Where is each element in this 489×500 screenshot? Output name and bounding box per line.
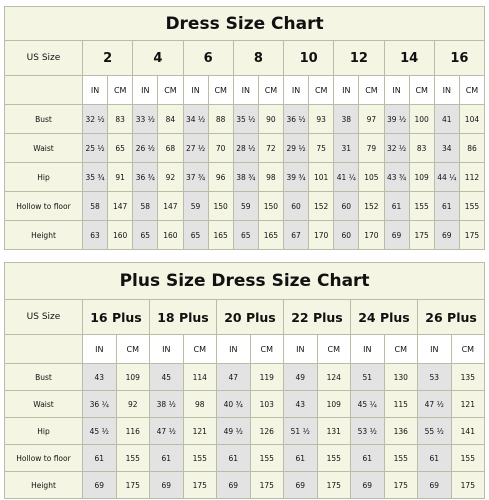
inch-value-cell: 61 (83, 445, 117, 472)
unit-in-header: IN (183, 76, 208, 105)
cm-value-cell: 105 (359, 163, 384, 192)
inch-value-cell: 65 (183, 221, 208, 250)
cm-value-cell: 65 (108, 134, 133, 163)
cm-value-cell: 141 (451, 418, 485, 445)
cm-value-cell: 175 (317, 472, 351, 499)
inch-value-cell: 47 ½ (150, 418, 184, 445)
measurement-label: Hollow to floor (5, 445, 83, 472)
size-header-cell: 24 Plus (351, 300, 418, 335)
inch-value-cell: 43 (284, 391, 318, 418)
measurement-label: Waist (5, 391, 83, 418)
plus-size-chart-table (4, 262, 485, 499)
us-size-label: US Size (5, 300, 83, 335)
cm-value-cell: 88 (208, 105, 233, 134)
unit-in-header: IN (284, 76, 309, 105)
cm-value-cell: 100 (409, 105, 434, 134)
cm-value-cell: 86 (459, 134, 484, 163)
unit-cm-header: CM (317, 335, 351, 364)
size-header-row (5, 41, 485, 76)
inch-value-cell: 69 (284, 472, 318, 499)
cm-value-cell: 152 (309, 192, 334, 221)
cm-value-cell: 109 (116, 364, 150, 391)
inch-value-cell: 34 ½ (183, 105, 208, 134)
inch-value-cell: 31 (334, 134, 359, 163)
chart-title: Dress Size Chart (5, 7, 485, 41)
measurement-label: Height (5, 221, 83, 250)
inch-value-cell: 69 (351, 472, 385, 499)
inch-value-cell: 51 ½ (284, 418, 318, 445)
cm-value-cell: 83 (409, 134, 434, 163)
inch-value-cell: 69 (217, 472, 251, 499)
measurement-row (5, 472, 485, 499)
cm-value-cell: 121 (451, 391, 485, 418)
cm-value-cell: 175 (116, 472, 150, 499)
inch-value-cell: 47 (217, 364, 251, 391)
cm-value-cell: 150 (258, 192, 283, 221)
inch-value-cell: 61 (384, 192, 409, 221)
cm-value-cell: 175 (409, 221, 434, 250)
unit-cm-header: CM (108, 76, 133, 105)
cm-value-cell: 160 (158, 221, 183, 250)
measurement-label: Hollow to floor (5, 192, 83, 221)
cm-value-cell: 92 (116, 391, 150, 418)
cm-value-cell: 121 (183, 418, 217, 445)
cm-value-cell: 147 (108, 192, 133, 221)
inch-value-cell: 69 (150, 472, 184, 499)
inch-value-cell: 38 (334, 105, 359, 134)
unit-cm-header: CM (116, 335, 150, 364)
cm-value-cell: 131 (317, 418, 351, 445)
cm-value-cell: 114 (183, 364, 217, 391)
unit-in-header: IN (351, 335, 385, 364)
measurement-row (5, 192, 485, 221)
inch-value-cell: 69 (384, 221, 409, 250)
cm-value-cell: 165 (258, 221, 283, 250)
inch-value-cell: 25 ½ (83, 134, 108, 163)
inch-value-cell: 53 (418, 364, 452, 391)
size-header-cell: 4 (133, 41, 183, 76)
cm-value-cell: 150 (208, 192, 233, 221)
size-header-cell: 8 (233, 41, 283, 76)
unit-in-header: IN (384, 76, 409, 105)
unit-cm-header: CM (384, 335, 418, 364)
cm-value-cell: 136 (384, 418, 418, 445)
size-header-cell: 10 (284, 41, 334, 76)
unit-cm-header: CM (208, 76, 233, 105)
inch-value-cell: 32 ½ (83, 105, 108, 134)
inch-value-cell: 36 ¼ (83, 391, 117, 418)
cm-value-cell: 135 (451, 364, 485, 391)
unit-in-header: IN (83, 335, 117, 364)
size-header-cell: 16 (434, 41, 484, 76)
cm-value-cell: 160 (108, 221, 133, 250)
unit-in-header: IN (434, 76, 459, 105)
inch-value-cell: 65 (233, 221, 258, 250)
inch-value-cell: 38 ¾ (233, 163, 258, 192)
inch-value-cell: 69 (418, 472, 452, 499)
inch-value-cell: 45 ½ (83, 418, 117, 445)
inch-value-cell: 58 (133, 192, 158, 221)
size-header-row (5, 300, 485, 335)
inch-value-cell: 35 ¾ (83, 163, 108, 192)
unit-cm-header: CM (459, 76, 484, 105)
cm-value-cell: 175 (384, 472, 418, 499)
cm-value-cell: 103 (250, 391, 284, 418)
unit-in-header: IN (334, 76, 359, 105)
cm-value-cell: 96 (208, 163, 233, 192)
cm-value-cell: 130 (384, 364, 418, 391)
inch-value-cell: 61 (418, 445, 452, 472)
unit-cm-header: CM (409, 76, 434, 105)
measurement-label: Bust (5, 364, 83, 391)
unit-in-header: IN (418, 335, 452, 364)
inch-value-cell: 55 ½ (418, 418, 452, 445)
inch-value-cell: 61 (351, 445, 385, 472)
measurement-row (5, 221, 485, 250)
inch-value-cell: 44 ¼ (434, 163, 459, 192)
cm-value-cell: 170 (359, 221, 384, 250)
unit-header-row (5, 335, 485, 364)
cm-value-cell: 170 (309, 221, 334, 250)
cm-value-cell: 165 (208, 221, 233, 250)
unit-cm-header: CM (258, 76, 283, 105)
cm-value-cell: 68 (158, 134, 183, 163)
inch-value-cell: 39 ½ (384, 105, 409, 134)
cm-value-cell: 79 (359, 134, 384, 163)
unit-in-header: IN (133, 76, 158, 105)
cm-value-cell: 155 (409, 192, 434, 221)
cm-value-cell: 92 (158, 163, 183, 192)
inch-value-cell: 61 (217, 445, 251, 472)
unit-in-header: IN (284, 335, 318, 364)
cm-value-cell: 155 (459, 192, 484, 221)
measurement-row (5, 364, 485, 391)
unit-cm-header: CM (250, 335, 284, 364)
cm-value-cell: 109 (409, 163, 434, 192)
inch-value-cell: 28 ½ (233, 134, 258, 163)
measurement-row (5, 418, 485, 445)
measurement-label: Hip (5, 418, 83, 445)
inch-value-cell: 35 ½ (233, 105, 258, 134)
cm-value-cell: 109 (317, 391, 351, 418)
inch-value-cell: 33 ½ (133, 105, 158, 134)
unit-in-header: IN (150, 335, 184, 364)
inch-value-cell: 69 (83, 472, 117, 499)
unit-in-header: IN (83, 76, 108, 105)
cm-value-cell: 175 (451, 472, 485, 499)
cm-value-cell: 84 (158, 105, 183, 134)
size-header-cell: 22 Plus (284, 300, 351, 335)
cm-value-cell: 155 (116, 445, 150, 472)
inch-value-cell: 32 ½ (384, 134, 409, 163)
measurement-label: Bust (5, 105, 83, 134)
size-header-cell: 26 Plus (418, 300, 485, 335)
inch-value-cell: 36 ½ (284, 105, 309, 134)
cm-value-cell: 147 (158, 192, 183, 221)
us-size-label: US Size (5, 41, 83, 76)
measurement-row (5, 134, 485, 163)
inch-value-cell: 59 (183, 192, 208, 221)
unit-row-blank (5, 76, 83, 105)
measurement-row (5, 105, 485, 134)
cm-value-cell: 124 (317, 364, 351, 391)
inch-value-cell: 61 (284, 445, 318, 472)
measurement-row (5, 163, 485, 192)
cm-value-cell: 155 (183, 445, 217, 472)
size-header-cell: 6 (183, 41, 233, 76)
measurement-label: Waist (5, 134, 83, 163)
cm-value-cell: 175 (250, 472, 284, 499)
inch-value-cell: 45 ¼ (351, 391, 385, 418)
measurement-row (5, 445, 485, 472)
cm-value-cell: 72 (258, 134, 283, 163)
unit-cm-header: CM (451, 335, 485, 364)
size-header-cell: 18 Plus (150, 300, 217, 335)
inch-value-cell: 39 ¾ (284, 163, 309, 192)
cm-value-cell: 155 (250, 445, 284, 472)
unit-cm-header: CM (183, 335, 217, 364)
cm-value-cell: 155 (317, 445, 351, 472)
inch-value-cell: 36 ¾ (133, 163, 158, 192)
cm-value-cell: 175 (183, 472, 217, 499)
cm-value-cell: 152 (359, 192, 384, 221)
unit-header-row (5, 76, 485, 105)
cm-value-cell: 126 (250, 418, 284, 445)
chart-title: Plus Size Dress Size Chart (5, 263, 485, 300)
cm-value-cell: 90 (258, 105, 283, 134)
inch-value-cell: 47 ½ (418, 391, 452, 418)
inch-value-cell: 37 ¾ (183, 163, 208, 192)
inch-value-cell: 60 (334, 192, 359, 221)
cm-value-cell: 98 (183, 391, 217, 418)
inch-value-cell: 49 (284, 364, 318, 391)
cm-value-cell: 155 (384, 445, 418, 472)
inch-value-cell: 67 (284, 221, 309, 250)
inch-value-cell: 69 (434, 221, 459, 250)
cm-value-cell: 83 (108, 105, 133, 134)
inch-value-cell: 34 (434, 134, 459, 163)
dress-size-chart-table (4, 6, 485, 250)
inch-value-cell: 38 ½ (150, 391, 184, 418)
inch-value-cell: 63 (83, 221, 108, 250)
cm-value-cell: 175 (459, 221, 484, 250)
cm-value-cell: 98 (258, 163, 283, 192)
inch-value-cell: 58 (83, 192, 108, 221)
unit-row-blank (5, 335, 83, 364)
inch-value-cell: 61 (150, 445, 184, 472)
size-header-cell: 14 (384, 41, 434, 76)
measurement-label: Hip (5, 163, 83, 192)
cm-value-cell: 115 (384, 391, 418, 418)
size-header-cell: 20 Plus (217, 300, 284, 335)
unit-in-header: IN (233, 76, 258, 105)
unit-cm-header: CM (359, 76, 384, 105)
cm-value-cell: 116 (116, 418, 150, 445)
inch-value-cell: 29 ½ (284, 134, 309, 163)
cm-value-cell: 119 (250, 364, 284, 391)
unit-cm-header: CM (158, 76, 183, 105)
unit-cm-header: CM (309, 76, 334, 105)
size-header-cell: 2 (83, 41, 133, 76)
cm-value-cell: 101 (309, 163, 334, 192)
cm-value-cell: 93 (309, 105, 334, 134)
cm-value-cell: 155 (451, 445, 485, 472)
size-header-cell: 16 Plus (83, 300, 150, 335)
inch-value-cell: 49 ½ (217, 418, 251, 445)
inch-value-cell: 65 (133, 221, 158, 250)
cm-value-cell: 91 (108, 163, 133, 192)
cm-value-cell: 112 (459, 163, 484, 192)
cm-value-cell: 75 (309, 134, 334, 163)
inch-value-cell: 43 (83, 364, 117, 391)
inch-value-cell: 45 (150, 364, 184, 391)
inch-value-cell: 61 (434, 192, 459, 221)
inch-value-cell: 51 (351, 364, 385, 391)
size-header-cell: 12 (334, 41, 384, 76)
cm-value-cell: 104 (459, 105, 484, 134)
inch-value-cell: 27 ½ (183, 134, 208, 163)
inch-value-cell: 43 ¾ (384, 163, 409, 192)
cm-value-cell: 97 (359, 105, 384, 134)
unit-in-header: IN (217, 335, 251, 364)
measurement-label: Height (5, 472, 83, 499)
inch-value-cell: 26 ½ (133, 134, 158, 163)
inch-value-cell: 53 ½ (351, 418, 385, 445)
inch-value-cell: 41 ¼ (334, 163, 359, 192)
inch-value-cell: 40 ¾ (217, 391, 251, 418)
inch-value-cell: 60 (334, 221, 359, 250)
cm-value-cell: 70 (208, 134, 233, 163)
measurement-row (5, 391, 485, 418)
inch-value-cell: 60 (284, 192, 309, 221)
inch-value-cell: 59 (233, 192, 258, 221)
inch-value-cell: 41 (434, 105, 459, 134)
